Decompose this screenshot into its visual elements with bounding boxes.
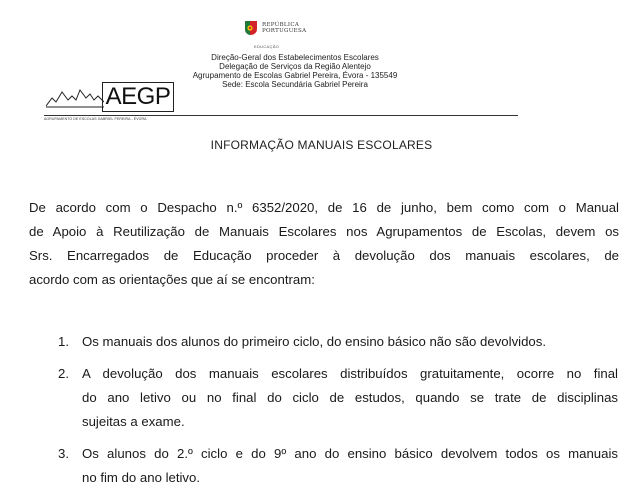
intro-line: De acordo com o Despacho n.º 6352/2020, de 16 de junho, bem como com o Manual bbox=[29, 200, 619, 215]
list-item-number: 1. bbox=[58, 334, 69, 349]
list-item bbox=[58, 442, 618, 490]
list-item-line: sujeitas a exame. bbox=[82, 414, 185, 429]
list-item-line: do ano letivo ou no final do ciclo de estudos, quando se trate de disciplinas bbox=[82, 390, 618, 405]
republica-portuguesa-label: REPÚBLICA PORTUGUESA bbox=[262, 22, 307, 34]
header-line-1: Direção-Geral dos Estabelecimentos Escolares bbox=[211, 53, 379, 62]
intro-line: Srs. Encarregados de Educação proceder à devolução dos manuais escolares, de bbox=[29, 248, 619, 263]
intro-line: de Apoio à Reutilização de Manuais Escolares nos Agrupamentos de Escolas, devem os bbox=[29, 224, 619, 239]
list-item-line: A devolução dos manuais escolares distribuídos gratuitamente, ocorre no final bbox=[82, 366, 618, 381]
aegp-logo: AEGP bbox=[102, 82, 174, 112]
educacao-label: EDUCAÇÃO bbox=[254, 44, 280, 49]
intro-line: acordo com as orientações que aí se encontram: bbox=[29, 272, 315, 287]
intro-paragraph bbox=[29, 196, 619, 292]
logo-subtitle: AGRUPAMENTO DE ESCOLAS GABRIEL PEREIRA - ÉVORA bbox=[44, 117, 147, 121]
portuguese-flag-crest-icon bbox=[244, 20, 258, 36]
header-line-2: Delegação de Serviços da Região Alentejo bbox=[219, 62, 371, 71]
page-title: INFORMAÇÃO MANUAIS ESCOLARES bbox=[210, 138, 433, 152]
instructions-list bbox=[58, 330, 618, 498]
list-item bbox=[58, 362, 618, 434]
list-item-line: no fim do ano letivo. bbox=[82, 470, 201, 485]
header-line-3: Agrupamento de Escolas Gabriel Pereira, Évora - 135549 bbox=[192, 71, 398, 80]
list-item-number: 2. bbox=[58, 366, 69, 381]
list-item-number: 3. bbox=[58, 446, 69, 461]
school-skyline-logo-icon bbox=[46, 86, 104, 108]
header-line-4: Sede: Escola Secundária Gabriel Pereira bbox=[222, 80, 368, 89]
list-item-line: Os alunos do 2.º ciclo e do 9º ano do ensino básico devolvem todos os manuais bbox=[82, 446, 618, 461]
letterhead bbox=[0, 0, 643, 130]
list-item bbox=[58, 330, 618, 354]
list-item-line: Os manuais dos alunos do primeiro ciclo, do ensino básico não são devolvidos. bbox=[82, 334, 547, 349]
header-divider bbox=[44, 115, 518, 116]
